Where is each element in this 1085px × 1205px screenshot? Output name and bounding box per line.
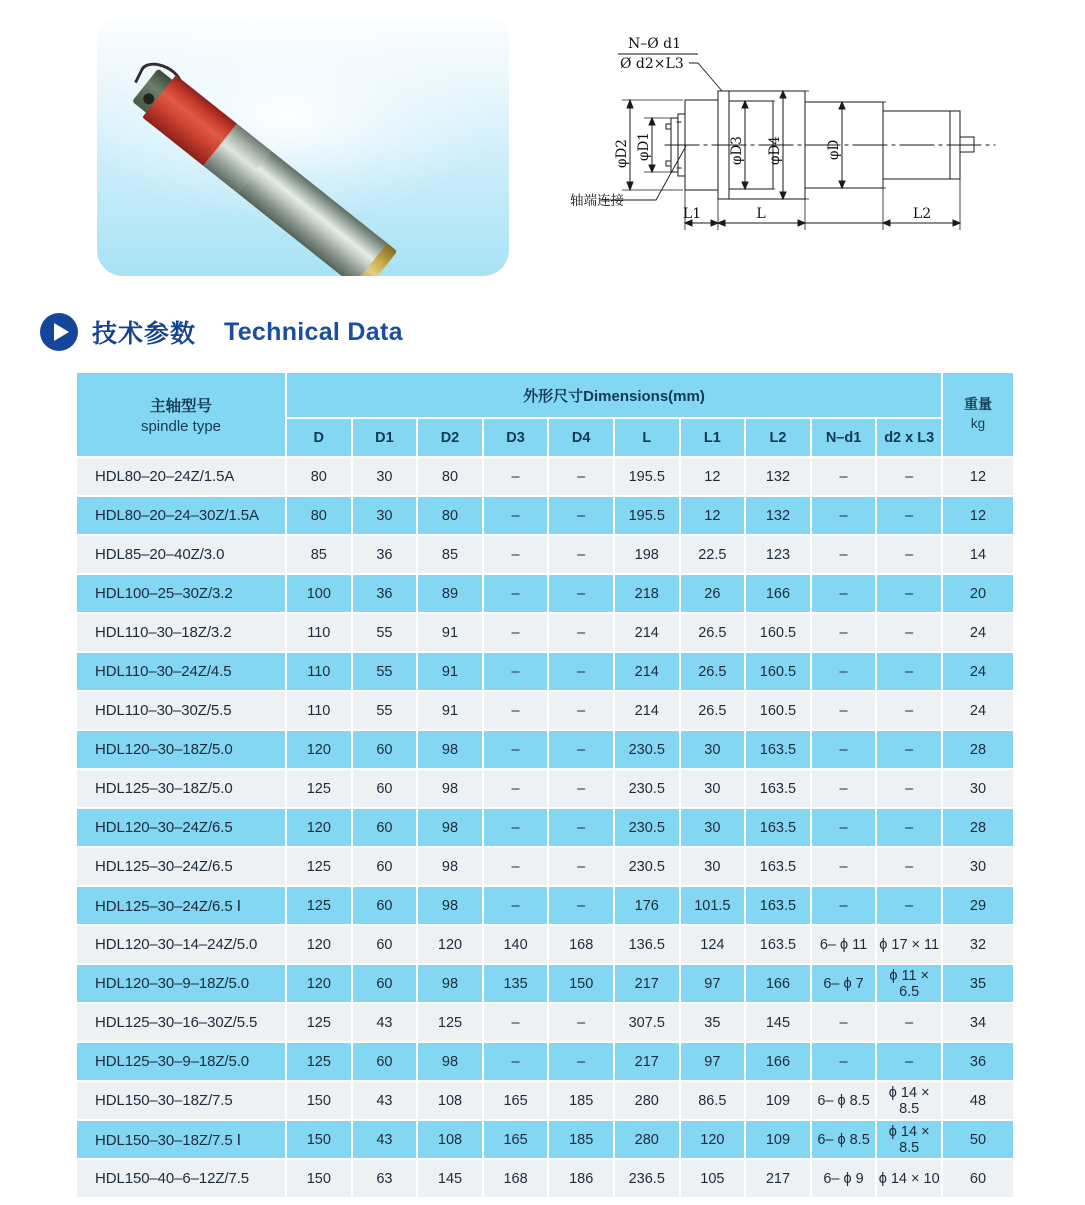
header-col-D3: D3 [484,419,548,456]
cell-D3: – [484,653,548,690]
cell-D4: – [549,458,613,495]
label-L: L [756,206,766,222]
header-col-L1: L1 [681,419,745,456]
cell-weight: 29 [943,887,1013,924]
section-title-cn: 技术参数 [92,319,197,348]
cell-L: 214 [615,614,679,651]
cell-N-d1: – [812,887,876,924]
cell-D3: – [484,536,548,573]
cell-weight: 12 [943,458,1013,495]
cell-D3: 165 [484,1082,548,1119]
cell-D4: 168 [549,926,613,963]
cell-L2: 109 [746,1121,810,1158]
cell-L2: 163.5 [746,926,810,963]
table-row [77,497,1013,534]
cell-N-d1: – [812,536,876,573]
table-row [77,1043,1013,1080]
cell-L2: 163.5 [746,887,810,924]
cell-L1: 30 [681,770,745,807]
cell-D3: – [484,1043,548,1080]
cell-L2: 163.5 [746,731,810,768]
cell-D3: – [484,497,548,534]
cell-D: 100 [287,575,351,612]
cell-D2: 91 [418,614,482,651]
cell-L1: 26.5 [681,614,745,651]
cell-D4: – [549,536,613,573]
section-title [40,310,403,354]
cell-D4: – [549,614,613,651]
cell-D: 125 [287,1004,351,1041]
cell-D3: 140 [484,926,548,963]
cell-D: 125 [287,770,351,807]
cell-N-d1: – [812,497,876,534]
table-header-row-group [77,373,1013,417]
cell-L2: 145 [746,1004,810,1041]
cell-D2: 145 [418,1160,482,1197]
cell-spindle-type: HDL120–30–18Z/5.0 [77,731,285,768]
cell-L: 136.5 [615,926,679,963]
cell-D1: 60 [353,809,417,846]
cell-L1: 26 [681,575,745,612]
cell-D4: 150 [549,965,613,1002]
cell-D: 120 [287,809,351,846]
cell-D1: 43 [353,1082,417,1119]
cell-L2: 132 [746,497,810,534]
header-spindle-type-cn: 主轴型号 [149,397,212,415]
header-dimensions-group: 外形尺寸Dimensions(mm) [287,373,941,417]
section-title-en: Technical Data [224,317,403,346]
cell-d2-L3: – [877,731,941,768]
table-row [77,692,1013,729]
cell-L1: 35 [681,1004,745,1041]
cell-D1: 60 [353,770,417,807]
cell-weight: 24 [943,653,1013,690]
cell-spindle-type: HDL125–30–9–18Z/5.0 [77,1043,285,1080]
cell-weight: 14 [943,536,1013,573]
table-row [77,1160,1013,1197]
header-col-L2: L2 [746,419,810,456]
cell-spindle-type: HDL120–30–24Z/6.5 [77,809,285,846]
cell-L1: 30 [681,731,745,768]
cell-spindle-type: HDL85–20–40Z/3.0 [77,536,285,573]
cell-N-d1: – [812,1004,876,1041]
cell-D1: 43 [353,1004,417,1041]
table-row [77,926,1013,963]
cell-D: 85 [287,536,351,573]
cell-D: 80 [287,497,351,534]
cell-L: 176 [615,887,679,924]
cell-L2: 123 [746,536,810,573]
cell-L2: 166 [746,965,810,1002]
cell-D: 150 [287,1082,351,1119]
cell-weight: 30 [943,770,1013,807]
cell-D2: 98 [418,848,482,885]
cell-spindle-type: HDL80–20–24–30Z/1.5A [77,497,285,534]
product-photo [97,14,509,276]
cell-D4: – [549,1004,613,1041]
cell-D4: 185 [549,1082,613,1119]
cell-D3: – [484,731,548,768]
cell-D2: 108 [418,1121,482,1158]
table-head [77,373,1013,456]
cell-d2-L3: – [877,653,941,690]
technical-data-table [75,371,1015,1199]
cell-spindle-type: HDL125–30–24Z/6.5 Ⅰ [77,887,285,924]
cell-D2: 80 [418,497,482,534]
cell-weight: 48 [943,1082,1013,1119]
cell-D2: 120 [418,926,482,963]
header-spindle-type-en: spindle type [140,418,222,435]
cell-D2: 98 [418,731,482,768]
cell-D1: 60 [353,848,417,885]
cell-L1: 105 [681,1160,745,1197]
cell-spindle-type: HDL110–30–18Z/3.2 [77,614,285,651]
label-shaft-end-cn: 轴端连接 [570,193,624,209]
cell-spindle-type: HDL120–30–14–24Z/5.0 [77,926,285,963]
table-row [77,887,1013,924]
cell-L2: 163.5 [746,848,810,885]
cell-weight: 34 [943,1004,1013,1041]
cell-weight: 50 [943,1121,1013,1158]
cell-D4: – [549,731,613,768]
cell-weight: 30 [943,848,1013,885]
cell-L1: 97 [681,1043,745,1080]
cell-L: 307.5 [615,1004,679,1041]
cell-D1: 55 [353,614,417,651]
cell-spindle-type: HDL125–30–24Z/6.5 [77,848,285,885]
cell-d2-L3: – [877,809,941,846]
cell-d2-L3: – [877,575,941,612]
cell-D3: – [484,692,548,729]
cell-d2-L3: ϕ 11 × 6.5 [877,965,941,1002]
cell-D4: – [549,887,613,924]
table-row [77,575,1013,612]
cell-L2: 109 [746,1082,810,1119]
cell-L1: 101.5 [681,887,745,924]
cell-d2-L3: – [877,848,941,885]
cell-L: 230.5 [615,848,679,885]
table-row [77,1121,1013,1158]
cell-spindle-type: HDL150–30–18Z/7.5 [77,1082,285,1119]
cell-D2: 98 [418,770,482,807]
table-row [77,770,1013,807]
cell-N-d1: – [812,575,876,612]
cell-d2-L3: – [877,614,941,651]
cell-D1: 55 [353,653,417,690]
cell-D2: 108 [418,1082,482,1119]
cell-D2: 89 [418,575,482,612]
label-phi-d2-l3: Ø d2×L3 [620,56,684,72]
cell-L1: 12 [681,458,745,495]
cell-D2: 125 [418,1004,482,1041]
cell-weight: 36 [943,1043,1013,1080]
label-phi-D4: φD4 [767,136,783,165]
cell-D3: 168 [484,1160,548,1197]
cell-L: 195.5 [615,458,679,495]
cell-D1: 36 [353,536,417,573]
header-weight-cn: 重量 [964,396,992,413]
cell-L: 217 [615,1043,679,1080]
cell-N-d1: – [812,731,876,768]
cell-N-d1: – [812,653,876,690]
table-row [77,1004,1013,1041]
cell-L2: 160.5 [746,653,810,690]
header-col-D4: D4 [549,419,613,456]
cell-L2: 166 [746,575,810,612]
cell-D3: – [484,614,548,651]
cell-L1: 26.5 [681,692,745,729]
cell-D: 110 [287,692,351,729]
cell-D3: 135 [484,965,548,1002]
cell-D3: – [484,848,548,885]
label-n-phi-d1: N–Ø d1 [628,36,682,52]
cell-D2: 98 [418,1043,482,1080]
cell-L2: 217 [746,1160,810,1197]
cell-weight: 28 [943,731,1013,768]
cell-weight: 60 [943,1160,1013,1197]
cell-N-d1: – [812,809,876,846]
cell-N-d1: 6– ϕ 11 [812,926,876,963]
cell-D1: 36 [353,575,417,612]
cell-D: 120 [287,731,351,768]
cell-N-d1: – [812,848,876,885]
cell-spindle-type: HDL110–30–24Z/4.5 [77,653,285,690]
cell-D1: 55 [353,692,417,729]
cell-N-d1: 6– ϕ 8.5 [812,1121,876,1158]
table-row [77,965,1013,1002]
cell-D1: 60 [353,1043,417,1080]
header-section [0,0,1085,290]
cell-L1: 30 [681,848,745,885]
cell-weight: 12 [943,497,1013,534]
cell-L: 195.5 [615,497,679,534]
cell-L: 230.5 [615,770,679,807]
cell-spindle-type: HDL110–30–30Z/5.5 [77,692,285,729]
cell-d2-L3: – [877,887,941,924]
header-col-d2-L3: d2 x L3 [877,419,941,456]
cell-L: 214 [615,692,679,729]
cell-D: 125 [287,848,351,885]
cell-N-d1: – [812,614,876,651]
cell-L: 280 [615,1121,679,1158]
cell-L: 236.5 [615,1160,679,1197]
cell-d2-L3: – [877,770,941,807]
cell-L1: 124 [681,926,745,963]
cell-d2-L3: – [877,458,941,495]
cell-L2: 166 [746,1043,810,1080]
cell-D4: – [549,1043,613,1080]
cell-L1: 86.5 [681,1082,745,1119]
cell-d2-L3: ϕ 17 × 11 [877,926,941,963]
cell-N-d1: 6– ϕ 7 [812,965,876,1002]
cell-D4: – [549,575,613,612]
cell-L: 217 [615,965,679,1002]
table-body [77,458,1013,1197]
cell-L1: 12 [681,497,745,534]
cell-weight: 24 [943,614,1013,651]
cell-spindle-type: HDL125–30–16–30Z/5.5 [77,1004,285,1041]
header-col-D: D [287,419,351,456]
cell-L2: 132 [746,458,810,495]
cell-D: 150 [287,1121,351,1158]
header-col-L: L [615,419,679,456]
cell-D2: 98 [418,965,482,1002]
cell-d2-L3: – [877,1043,941,1080]
cell-weight: 28 [943,809,1013,846]
cell-D: 150 [287,1160,351,1197]
table-row [77,731,1013,768]
cell-L: 230.5 [615,731,679,768]
cell-D4: – [549,848,613,885]
header-col-D1: D1 [353,419,417,456]
cell-N-d1: 6– ϕ 8.5 [812,1082,876,1119]
cell-d2-L3: ϕ 14 × 8.5 [877,1082,941,1119]
cell-D3: – [484,770,548,807]
cell-D: 120 [287,926,351,963]
label-phi-D: φD [826,139,842,160]
cell-L2: 160.5 [746,614,810,651]
cell-D1: 60 [353,965,417,1002]
cell-spindle-type: HDL150–40–6–12Z/7.5 [77,1160,285,1197]
table-row [77,1082,1013,1119]
cell-D2: 80 [418,458,482,495]
cell-L2: 163.5 [746,770,810,807]
cell-D3: – [484,887,548,924]
cell-D1: 30 [353,497,417,534]
table-row [77,536,1013,573]
cell-D: 110 [287,614,351,651]
header-spindle-type [77,373,285,456]
cell-spindle-type: HDL125–30–18Z/5.0 [77,770,285,807]
cell-L1: 30 [681,809,745,846]
cell-D2: 85 [418,536,482,573]
header-weight-unit: kg [970,415,986,431]
cell-D4: 186 [549,1160,613,1197]
cell-N-d1: – [812,458,876,495]
cell-L: 280 [615,1082,679,1119]
header-weight [943,373,1013,456]
cell-L1: 120 [681,1121,745,1158]
cell-d2-L3: – [877,497,941,534]
cell-N-d1: – [812,692,876,729]
cell-d2-L3: ϕ 14 × 10 [877,1160,941,1197]
cell-D3: – [484,458,548,495]
cell-L2: 160.5 [746,692,810,729]
cell-D1: 60 [353,731,417,768]
cell-D4: – [549,692,613,729]
cell-L1: 22.5 [681,536,745,573]
cell-L: 198 [615,536,679,573]
cell-D2: 91 [418,692,482,729]
cell-d2-L3: – [877,1004,941,1041]
cell-L1: 97 [681,965,745,1002]
cell-D4: – [549,497,613,534]
cell-L2: 163.5 [746,809,810,846]
cell-D3: – [484,575,548,612]
cell-d2-L3: – [877,536,941,573]
cell-L1: 26.5 [681,653,745,690]
cell-D1: 63 [353,1160,417,1197]
cell-d2-L3: – [877,692,941,729]
cell-spindle-type: HDL80–20–24Z/1.5A [77,458,285,495]
cell-L: 230.5 [615,809,679,846]
cell-D: 120 [287,965,351,1002]
dimension-drawing [570,18,1040,253]
header-col-D2: D2 [418,419,482,456]
cell-D1: 60 [353,887,417,924]
cell-D2: 98 [418,887,482,924]
table-row [77,848,1013,885]
cell-spindle-type: HDL150–30–18Z/7.5 Ⅰ [77,1121,285,1158]
cell-D1: 60 [353,926,417,963]
cell-N-d1: – [812,770,876,807]
cell-D4: 185 [549,1121,613,1158]
cell-D3: 165 [484,1121,548,1158]
cell-D: 125 [287,887,351,924]
label-phi-D2: φD2 [614,139,630,168]
label-phi-D1: φD1 [636,132,652,161]
cell-L: 214 [615,653,679,690]
cell-D4: – [549,809,613,846]
table-row [77,614,1013,651]
cell-D2: 98 [418,809,482,846]
cell-D1: 30 [353,458,417,495]
cell-N-d1: – [812,1043,876,1080]
cell-D: 110 [287,653,351,690]
cell-D: 125 [287,1043,351,1080]
cell-D1: 43 [353,1121,417,1158]
play-triangle-icon [40,313,78,351]
cell-D4: – [549,770,613,807]
cell-N-d1: 6– ϕ 9 [812,1160,876,1197]
cell-D4: – [549,653,613,690]
cell-weight: 20 [943,575,1013,612]
cell-D: 80 [287,458,351,495]
label-L1: L1 [682,206,702,222]
table-row [77,458,1013,495]
cell-D3: – [484,1004,548,1041]
cell-weight: 35 [943,965,1013,1002]
cell-spindle-type: HDL120–30–9–18Z/5.0 [77,965,285,1002]
table-row [77,809,1013,846]
cell-D3: – [484,809,548,846]
label-L2: L2 [912,206,932,222]
cell-D2: 91 [418,653,482,690]
cell-d2-L3: ϕ 14 × 8.5 [877,1121,941,1158]
cell-weight: 32 [943,926,1013,963]
cell-spindle-type: HDL100–25–30Z/3.2 [77,575,285,612]
table-row [77,653,1013,690]
cell-weight: 24 [943,692,1013,729]
cell-L: 218 [615,575,679,612]
label-phi-D3: φD3 [729,136,745,165]
header-col-N-d1: N–d1 [812,419,876,456]
